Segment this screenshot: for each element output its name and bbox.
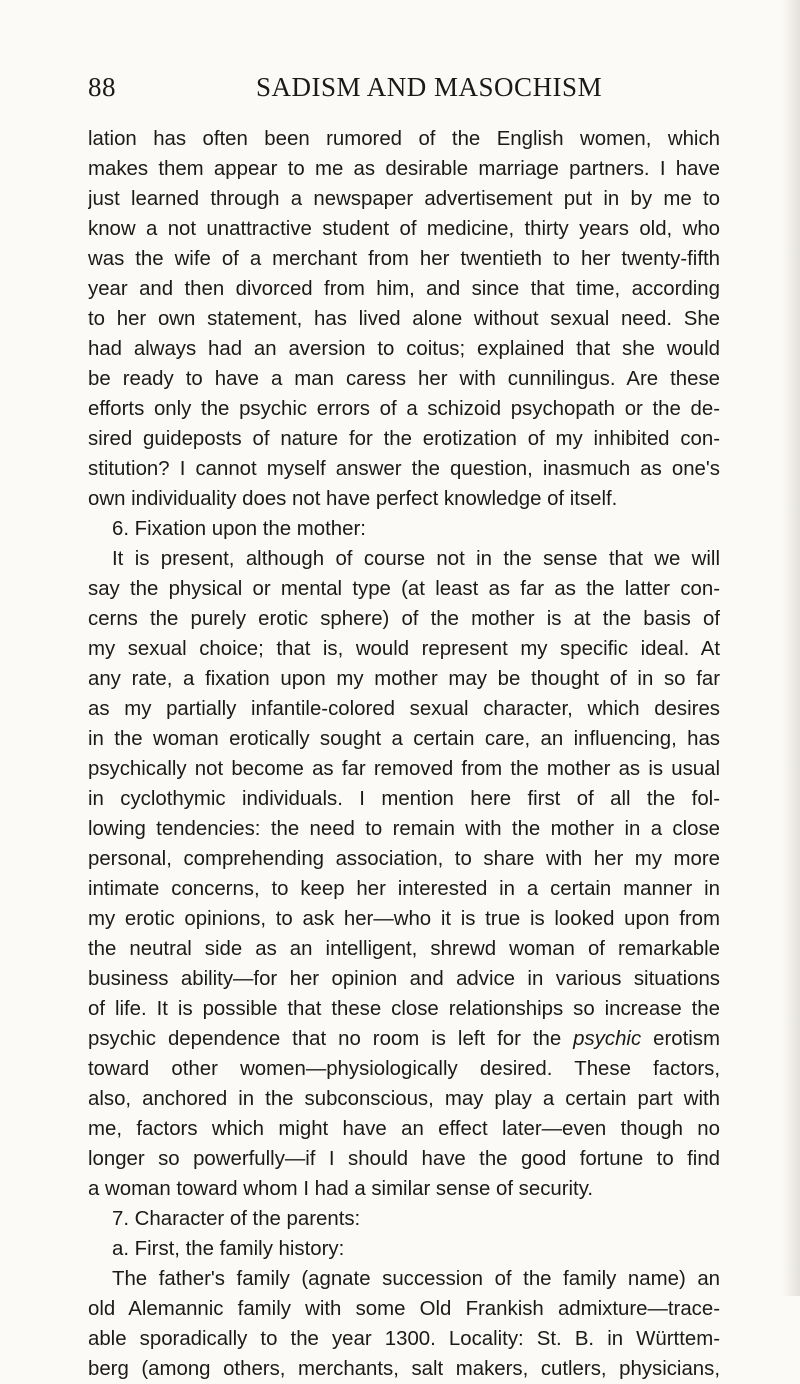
subsection-heading-a: a. First, the family history: bbox=[112, 1238, 345, 1260]
text-line-with-emphasis bbox=[88, 1024, 720, 1054]
text-line: lowing tendencies: the need to remain with the mother in a close bbox=[88, 818, 720, 840]
text-line: stitution? I cannot myself answer the question, inasmuch as one's bbox=[88, 458, 720, 480]
text-line: It is present, although of course not in the sense that we will bbox=[112, 548, 720, 570]
text-line: a woman toward whom I had a similar sense of security. bbox=[88, 1178, 594, 1200]
running-head: SADISM AND MASOCHISM bbox=[256, 72, 603, 102]
page-edge-shadow bbox=[782, 0, 800, 1296]
text-line: was the wife of a merchant from her twentieth to her twenty-fifth bbox=[88, 248, 720, 270]
text-segment: erotism bbox=[653, 1028, 720, 1050]
text-line: just learned through a newspaper advertisement put in by me to bbox=[88, 188, 720, 210]
text-line: my sexual choice; that is, would represent my specific ideal. At bbox=[88, 638, 720, 660]
text-line: lation has often been rumored of the English women, which bbox=[88, 128, 720, 150]
section-heading-6: 6. Fixation upon the mother: bbox=[112, 518, 366, 540]
page-header bbox=[88, 72, 720, 112]
page-number: 88 bbox=[88, 72, 116, 102]
text-line: old Alemannic family with some Old Frankish admixture—trace- bbox=[88, 1298, 720, 1320]
text-line: toward other women—physiologically desired. These factors, bbox=[88, 1058, 720, 1080]
text-line: also, anchored in the subconscious, may play a certain part with bbox=[88, 1088, 720, 1110]
text-line: own individuality does not have perfect knowledge of itself. bbox=[88, 488, 618, 510]
text-line: say the physical or mental type (at least as far as the latter con- bbox=[88, 578, 720, 600]
text-line: in the woman erotically sought a certain care, an influencing, has bbox=[88, 728, 720, 750]
text-line: be ready to have a man caress her with cunnilingus. Are these bbox=[88, 368, 720, 390]
text-line: efforts only the psychic errors of a schizoid psychopath or the de- bbox=[88, 398, 720, 420]
emphasized-word: psychic bbox=[573, 1028, 642, 1050]
text-line: of life. It is possible that these close relationships so increase the bbox=[88, 998, 720, 1020]
text-line: sired guideposts of nature for the erotization of my inhibited con- bbox=[88, 428, 720, 450]
text-line: cerns the purely erotic sphere) of the mother is at the basis of bbox=[88, 608, 720, 630]
text-line: as my partially infantile-colored sexual character, which desires bbox=[88, 698, 720, 720]
text-line: the neutral side as an intelligent, shrewd woman of remarkable bbox=[88, 938, 720, 960]
text-line: year and then divorced from him, and since that time, according bbox=[88, 278, 720, 300]
text-line: in cyclothymic individuals. I mention here first of all the fol- bbox=[88, 788, 720, 810]
text-line: makes them appear to me as desirable marriage partners. I have bbox=[88, 158, 720, 180]
text-line: any rate, a fixation upon my mother may be thought of in so far bbox=[88, 668, 720, 690]
text-line: know a not unattractive student of medicine, thirty years old, who bbox=[88, 218, 720, 240]
text-line: my erotic opinions, to ask her—who it is true is looked upon from bbox=[88, 908, 720, 930]
section-heading-7: 7. Character of the parents: bbox=[112, 1208, 361, 1230]
body-text bbox=[88, 124, 728, 1384]
text-line: intimate concerns, to keep her interested in a certain manner in bbox=[88, 878, 720, 900]
text-line: business ability—for her opinion and advice in various situations bbox=[88, 968, 720, 990]
text-line: to her own statement, has lived alone without sexual need. She bbox=[88, 308, 720, 330]
text-line: longer so powerfully—if I should have the good fortune to find bbox=[88, 1148, 720, 1170]
text-line: had always had an aversion to coitus; explained that she would bbox=[88, 338, 720, 360]
text-line: able sporadically to the year 1300. Locality: St. B. in Württem- bbox=[88, 1328, 720, 1350]
text-line: berg (among others, merchants, salt makers, cutlers, physicians, bbox=[88, 1358, 720, 1380]
text-line: personal, comprehending association, to share with her my more bbox=[88, 848, 720, 870]
text-line: me, factors which might have an effect later—even though no bbox=[88, 1118, 720, 1140]
text-segment: psychic dependence that no room is left for the bbox=[88, 1028, 562, 1050]
text-line: psychically not become as far removed from the mother as is usual bbox=[88, 758, 720, 780]
text-line: The father's family (agnate succession of the family name) an bbox=[112, 1268, 720, 1290]
